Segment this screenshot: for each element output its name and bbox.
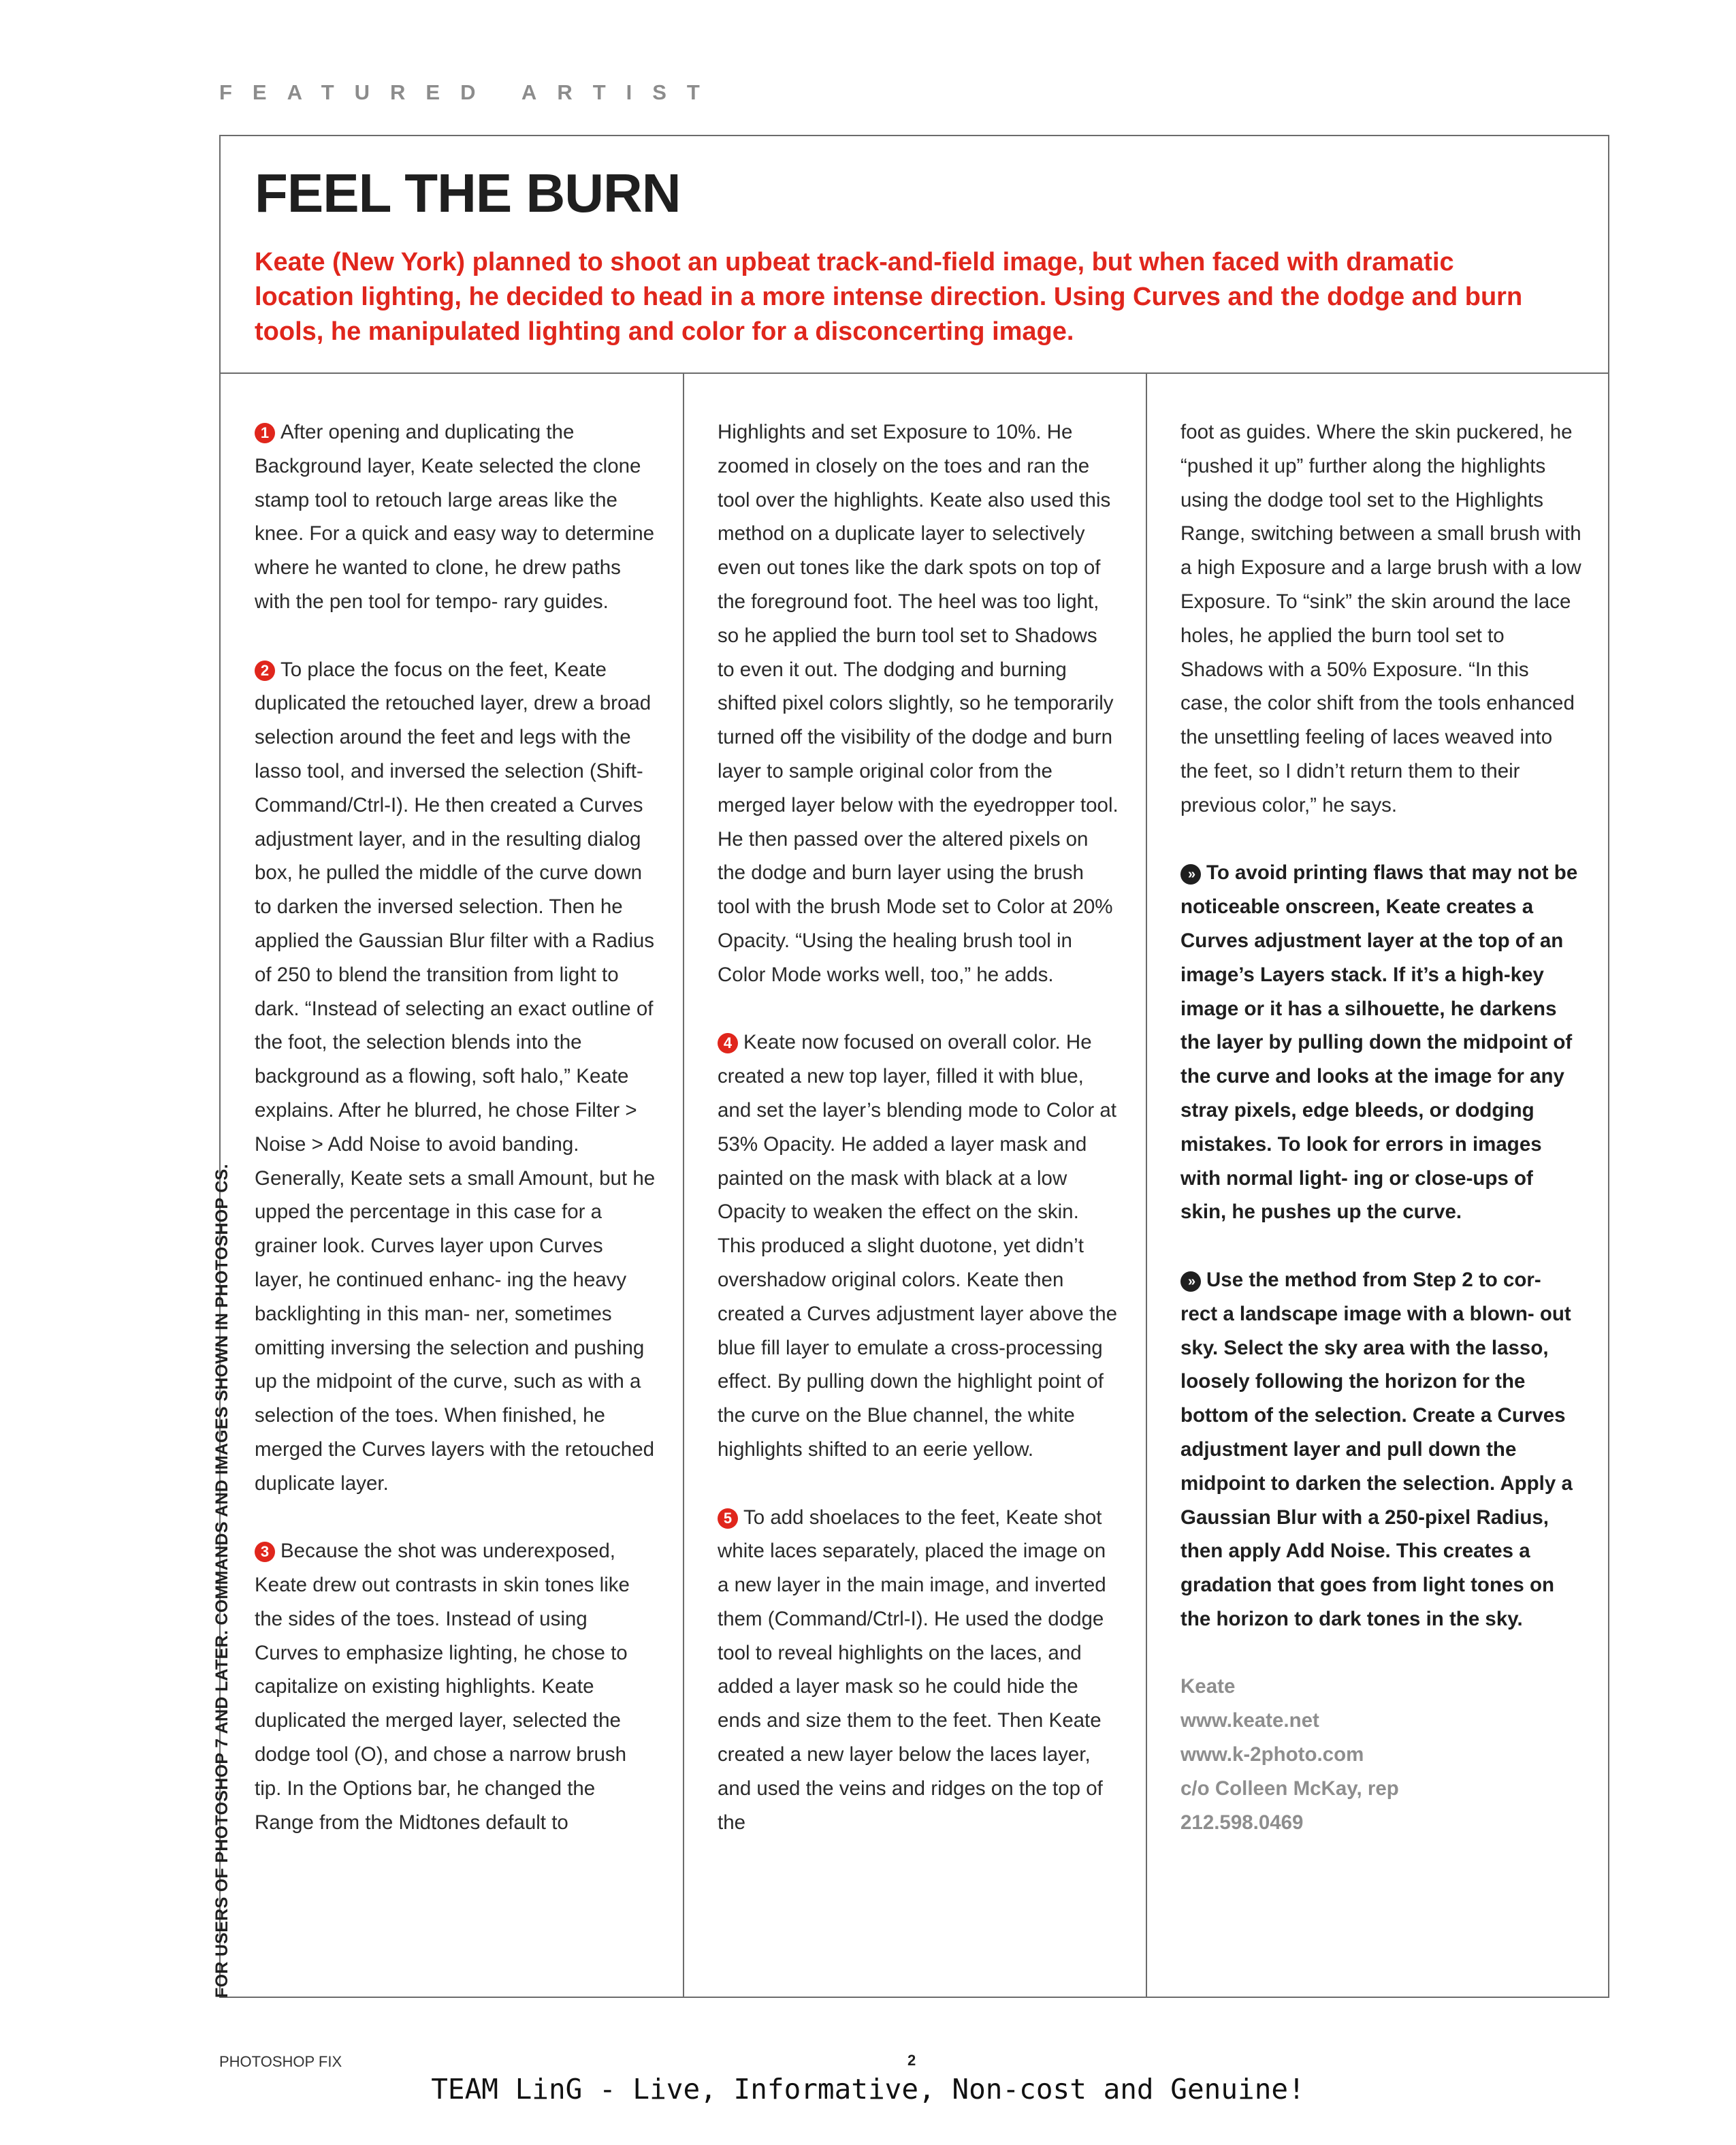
step-text: foot as guides. Where the skin puckered, he “pushed it up” further along the highlights using the dodge tool set to the Highlights Range, switching between a small brush with a high Exposure and a large brush with a low Exposure. To “sink” the skin around the lace holes, he applied the burn tool set to Shadows with a 50% Exposure. “In this case, the color shift from the tools enhanced the unsettling feeling of laces weaved into the feet, so I didn’t return them to their previous color,” he says. [1180,421,1581,816]
article-deck: Keate (New York) planned to shoot an upbeat track-and-field image, but when faced with dramatic location lighting, he decided to head in a more intense direction. Using Curves and the dodge and burn tools, he manipulated lighting and color for a disconcerting image. [255,248,1523,346]
step-number-badge: 4 [718,1033,738,1053]
vertical-sidebar-note: FOR USERS OF PHOTOSHOP 7 AND LATER. COMMANDS AND IMAGES SHOWN IN PHOTOSHOP CS. [212,1164,231,1998]
tip-1 [1180,856,1582,1229]
page-number: 2 [907,2052,916,2069]
step-3 [255,1534,656,1839]
step-5-continued [1180,415,1582,823]
section-kicker: FEATURED ARTIST [219,80,720,104]
step-2 [255,653,656,1501]
contact-website-link[interactable]: www.keate.net [1180,1709,1319,1732]
tip-text: To avoid printing flaws that may not be noticeable onscreen, Keate creates a Curves adjustment layer at the top of an image’s Layers stack. If it’s a high-key image or it has a silhouette, he darkens the layer by pulling down the midpoint of the curve and looks at the image for any stray pixels, edge bleeds, or dodging mistakes. To look for errors in images with normal light- ing or close-ups of skin, he pushes up the curve. [1180,861,1578,1224]
step-text: To add shoelaces to the feet, Keate shot white laces separately, placed the image on a new layer in the main image, and inverted them (Command/Ctrl-I). He used the dodge tool to reveal highlights on the laces, and added a layer mask so he could hide the ends and size them to the feet. Then Keate created a new layer below the laces layer, and used the veins and ridges on the top of the [718,1506,1106,1834]
step-text: After opening and duplicating the Background layer, Keate selected the clone stamp tool to retouch large areas like the knee. For a quick and easy way to determine where he wanted to clone, he drew paths with the pen tool for tempo- rary guides. [255,421,655,613]
column-divider [1146,374,1147,1998]
step-5 [718,1501,1119,1840]
step-number-badge: 5 [718,1508,738,1529]
contact-phone: 212.598.0469 [1180,1811,1304,1834]
article-title: FEEL THE BURN [255,163,681,223]
tip-arrow-icon: » [1180,864,1201,885]
step-4 [718,1026,1119,1466]
step-text: Keate now focused on overall color. He created a new top layer, filled it with blue, and set the layer’s blending mode to Color at 53% Opacity. He added a layer mask and painted on the mask with black at a low Opacity to weaken the effect on the skin. This produced a slight duotone, yet didn’t overshadow original colors. Keate then created a Curves adjustment layer above the blue fill layer to emulate a cross-processing effect. By pulling down the highlight point of the curve on the Blue channel, the white highlights shifted to an eerie yellow. [718,1031,1118,1461]
artist-contact [1180,1670,1582,1839]
contact-website-link[interactable]: www.k-2photo.com [1180,1743,1364,1766]
step-number-badge: 3 [255,1542,275,1562]
column-3 [1180,415,1582,1839]
tip-2 [1180,1263,1582,1636]
tip-arrow-icon: » [1180,1271,1201,1292]
column-2 [718,415,1119,1873]
step-1 [255,415,656,619]
article-frame [219,135,1609,1998]
step-text: Highlights and set Exposure to 10%. He zoomed in closely on the toes and ran the tool over the highlights. Keate also used this method on a duplicate layer to selectively even out tones like the dark spots on top of the foreground foot. The heel was too light, so he applied the burn tool set to Shadows to even it out. The dodging and burning shifted pixel colors slightly, so he temporarily turned off the visibility of the dodge and burn layer to sample original color from the merged layer below with the eyedropper tool. He then passed over the altered pixels on the dodge and burn layer using the brush tool with the brush Mode set to Color at 20% Opacity. “Using the healing brush tool in Color Mode works well, too,” he adds. [718,421,1119,986]
tip-text: Use the method from Step 2 to cor- rect a landscape image with a blown- out sky. Select the sky area with the lasso, loosely following the horizon for the bottom of the selection. Create a Curves adjustment layer and pull down the midpoint to darken the selection. Apply a Gaussian Blur with a 250-pixel Radius, then apply Add Noise. This creates a gradation that goes from light tones on the horizon to dark tones in the sky. [1180,1268,1573,1630]
footer-publication: PHOTOSHOP FIX [219,2053,342,2070]
step-text: To place the focus on the feet, Keate duplicated the retouched layer, drew a broad selection around the feet and legs with the lasso tool, and inversed the selection (Shift-Command/Ctrl-I). He then created a Curves adjustment layer, and in the resulting dialog box, he pulled the middle of the curve down to darken the inversed selection. Then he applied the Gaussian Blur filter with a Radius of 250 to blend the transition from light to dark. “Instead of selecting an exact outline of the foot, the selection blends into the background as a flowing, soft halo,” Keate explains. After he blurred, he chose Filter > Noise > Add Noise to avoid banding. Generally, Keate sets a small Amount, but he upped the percentage in this case for a grainer look. Curves layer upon Curves layer, he continued enhanc- ing the heavy backlighting in this man- ner, sometimes omitting inversing the selection and pushing up the midpoint of the curve, such as with a selection of the toes. When finished, he merged the Curves layers with the retouched duplicate layer. [255,658,656,1495]
article-header [221,136,1608,374]
step-3-continued [718,415,1119,992]
footer-banner: TEAM LinG - Live, Informative, Non-cost and Genuine! [431,2073,1305,2106]
column-1 [255,415,656,1873]
contact-name: Keate [1180,1675,1236,1698]
step-number-badge: 1 [255,423,275,443]
step-text: Because the shot was underexposed, Keate drew out contrasts in skin tones like the sides of the toes. Instead of using Curves to emphasize lighting, he chose to capitalize on existing highlights. Keate duplicated the merged layer, selected the dodge tool (O), and chose a narrow brush tip. In the Options bar, he changed the Range from the Midtones default to [255,1540,630,1834]
contact-rep: c/o Colleen McKay, rep [1180,1777,1399,1800]
step-number-badge: 2 [255,661,275,681]
column-divider [683,374,684,1998]
